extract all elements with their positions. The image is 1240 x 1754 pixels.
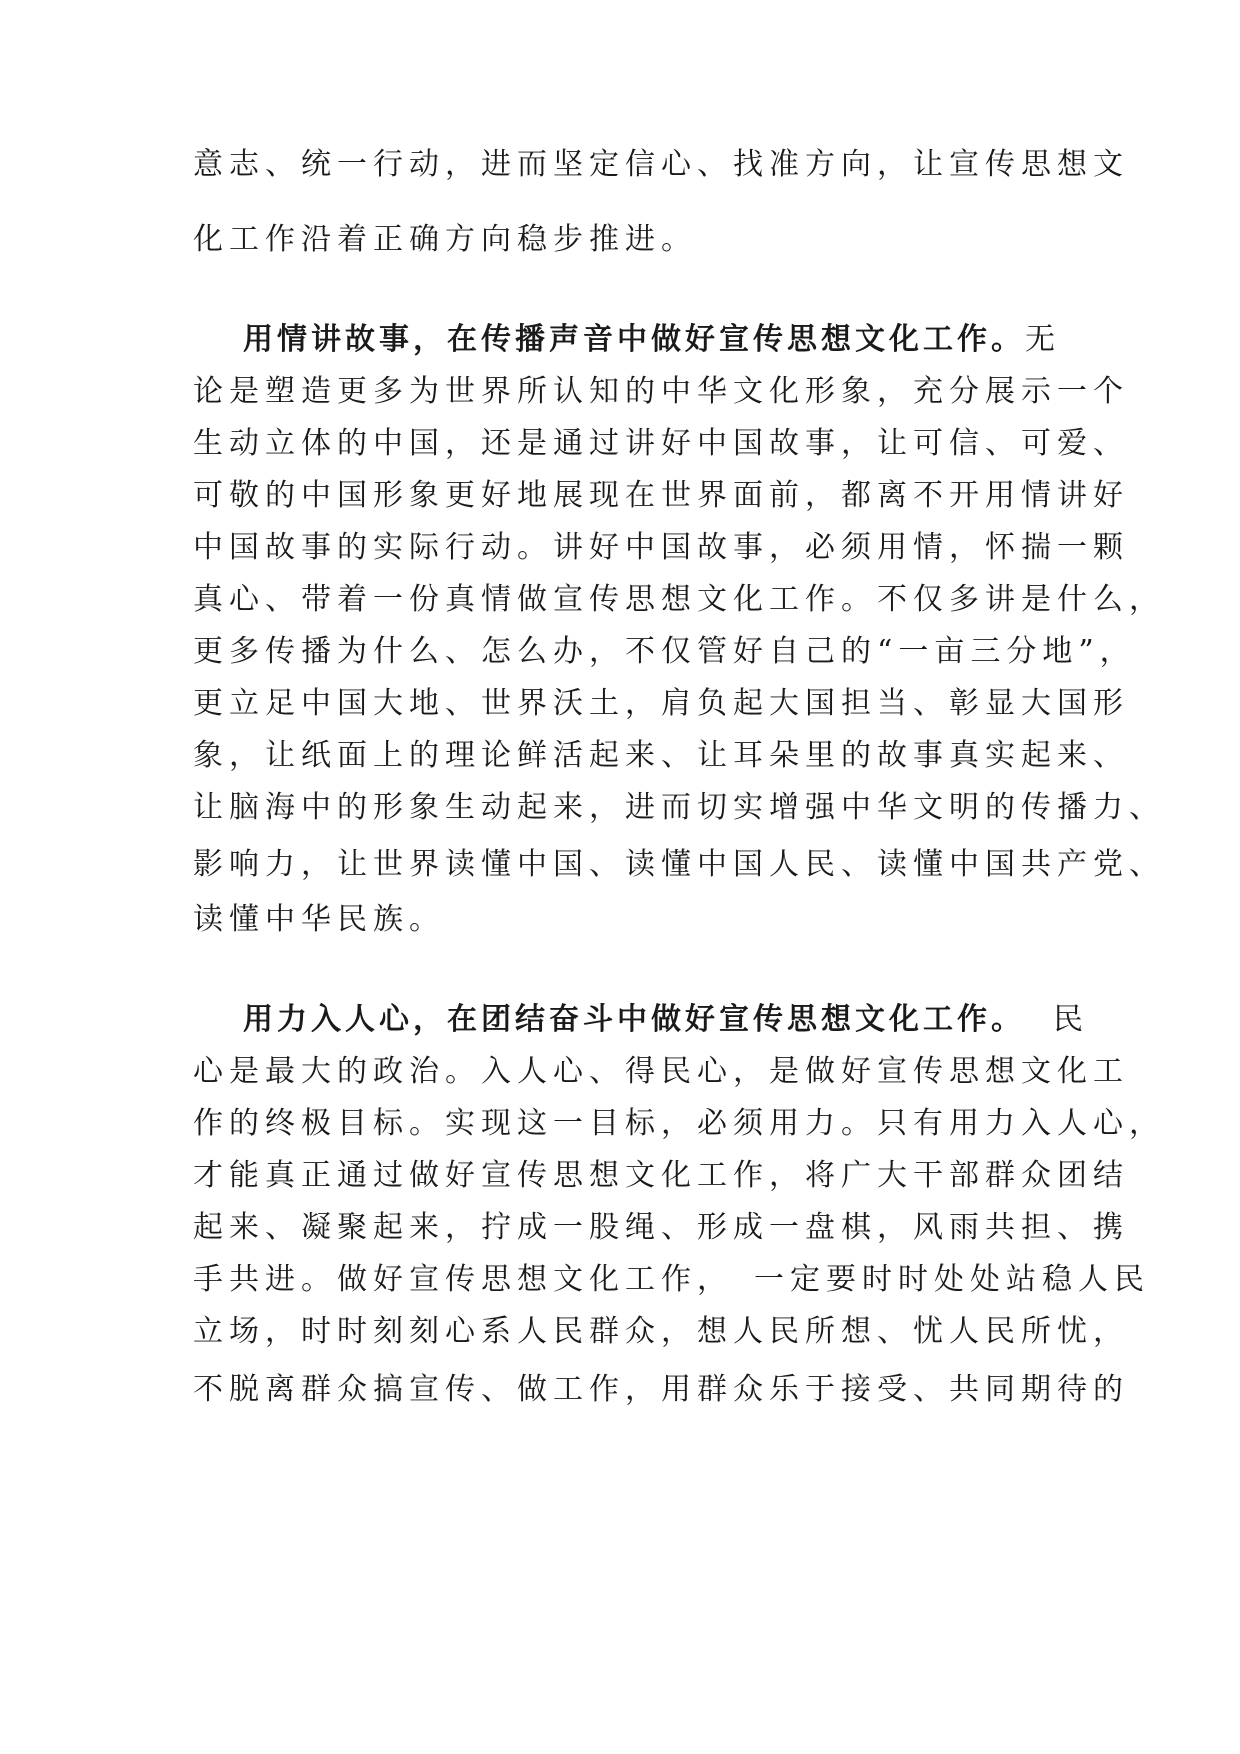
para2-line-8: 象，让纸面上的理论鲜活起来、让耳朵里的故事真实起来、 <box>193 738 1129 773</box>
para2-first-line-rest: 无 <box>1025 322 1061 357</box>
para3-line-1: 心是最大的政治。入人心、得民心，是做好宣传思想文化工 <box>193 1054 1129 1089</box>
para2-line-6: 更多传播为什么、怎么办，不仅管好自己的“一亩三分地”， <box>193 634 1136 669</box>
para2-line-3: 可敬的中国形象更好地展现在世界面前，都离不开用情讲好 <box>193 478 1129 513</box>
para3-line-5: 手共进。做好宣传思想文化工作， 一定要时时处处站稳人民 <box>193 1262 1150 1297</box>
para1-line-1: 意志、统一行动，进而坚定信心、找准方向，让宣传思想文 <box>193 147 1129 182</box>
para2-heading: 用情讲故事，在传播声音中做好宣传思想文化工作。 <box>243 322 1025 357</box>
para2-line-9: 让脑海中的形象生动起来，进而切实增强中华文明的传播力、 <box>193 790 1165 825</box>
para2-line-1: 论是塑造更多为世界所认知的中华文化形象，充分展示一个 <box>193 374 1129 409</box>
para2-line-4: 中国故事的实际行动。讲好中国故事，必须用情，怀揣一颗 <box>193 530 1129 565</box>
para2-line-5: 真心、带着一份真情做宣传思想文化工作。不仅多讲是什么， <box>193 582 1165 617</box>
para3-first-line <box>243 1000 1123 1040</box>
para3-first-line-rest: 民 <box>1053 1002 1089 1037</box>
para3-line-4: 起来、凝聚起来，拧成一股绳、形成一盘棋，风雨共担、携 <box>193 1210 1129 1245</box>
para2-line-10: 影响力，让世界读懂中国、读懂中国人民、读懂中国共产党、 <box>193 847 1165 882</box>
para1-line-2: 化工作沿着正确方向稳步推进。 <box>193 222 697 257</box>
para3-heading: 用力入人心，在团结奋斗中做好宣传思想文化工作。 <box>243 1002 1025 1037</box>
para2-first-line <box>243 320 1123 360</box>
para3-line-3: 才能真正通过做好宣传思想文化工作，将广大干部群众团结 <box>193 1158 1129 1193</box>
para3-line-2: 作的终极目标。实现这一目标，必须用力。只有用力入人心， <box>193 1106 1165 1141</box>
para2-line-7: 更立足中国大地、世界沃土，肩负起大国担当、彰显大国形 <box>193 686 1129 721</box>
para3-line-7: 不脱离群众搞宣传、做工作，用群众乐于接受、共同期待的 <box>193 1372 1129 1407</box>
para3-line-6: 立场，时时刻刻心系人民群众，想人民所想、忧人民所忧， <box>193 1314 1129 1349</box>
para2-line-2: 生动立体的中国，还是通过讲好中国故事，让可信、可爱、 <box>193 426 1129 461</box>
para2-line-11: 读懂中华民族。 <box>193 902 445 937</box>
